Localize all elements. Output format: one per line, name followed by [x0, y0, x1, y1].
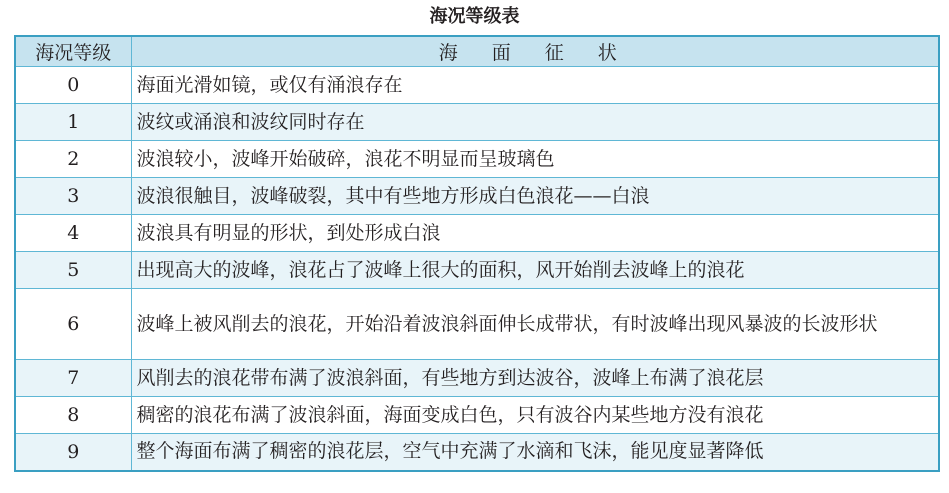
- row-description: 出现高大的波峰，浪花占了波峰上很大的面积，风开始削去波峰上的浪花: [131, 252, 939, 289]
- table-row: [15, 434, 939, 471]
- row-level: 4: [15, 215, 131, 252]
- header-row: [15, 36, 939, 67]
- header-description: 海 面 征 状: [131, 36, 939, 67]
- row-level: 5: [15, 252, 131, 289]
- row-level: 2: [15, 141, 131, 178]
- row-description: 稠密的浪花布满了波浪斜面，海面变成白色，只有波谷内某些地方没有浪花: [131, 397, 939, 434]
- row-level: 7: [15, 360, 131, 397]
- table-row: [15, 104, 939, 141]
- table-row: [15, 252, 939, 289]
- row-level: 8: [15, 397, 131, 434]
- row-description: [131, 289, 939, 360]
- table-row: [15, 178, 939, 215]
- row-level: 1: [15, 104, 131, 141]
- row-description: 波浪较小，波峰开始破碎，浪花不明显而呈玻璃色: [131, 141, 939, 178]
- row-description: 波浪很触目，波峰破裂，其中有些地方形成白色浪花——白浪: [131, 178, 939, 215]
- row-level: 0: [15, 67, 131, 104]
- sea-state-table: [14, 35, 940, 472]
- header-level: 海况等级: [15, 36, 131, 67]
- row-description-text: 波峰上被风削去的浪花，开始沿着波浪斜面伸长成带状，有时波峰出现风暴波的长波形状: [136, 312, 878, 335]
- row-description: 整个海面布满了稠密的浪花层，空气中充满了水滴和飞沫，能见度显著降低: [131, 434, 939, 471]
- row-level: 3: [15, 178, 131, 215]
- row-description: 风削去的浪花带布满了波浪斜面，有些地方到达波谷，波峰上布满了浪花层: [131, 360, 939, 397]
- table-row: [15, 141, 939, 178]
- table-row: [15, 215, 939, 252]
- row-description: 海面光滑如镜，或仅有涌浪存在: [131, 67, 939, 104]
- table-row: [15, 360, 939, 397]
- table-row: [15, 67, 939, 104]
- row-description: 波浪具有明显的形状，到处形成白浪: [131, 215, 939, 252]
- table-row: [15, 397, 939, 434]
- table-row: [15, 289, 939, 360]
- table-title: 海况等级表: [429, 6, 520, 27]
- row-level: 6: [15, 289, 131, 360]
- row-description: 波纹或涌浪和波纹同时存在: [131, 104, 939, 141]
- row-level: 9: [15, 434, 131, 471]
